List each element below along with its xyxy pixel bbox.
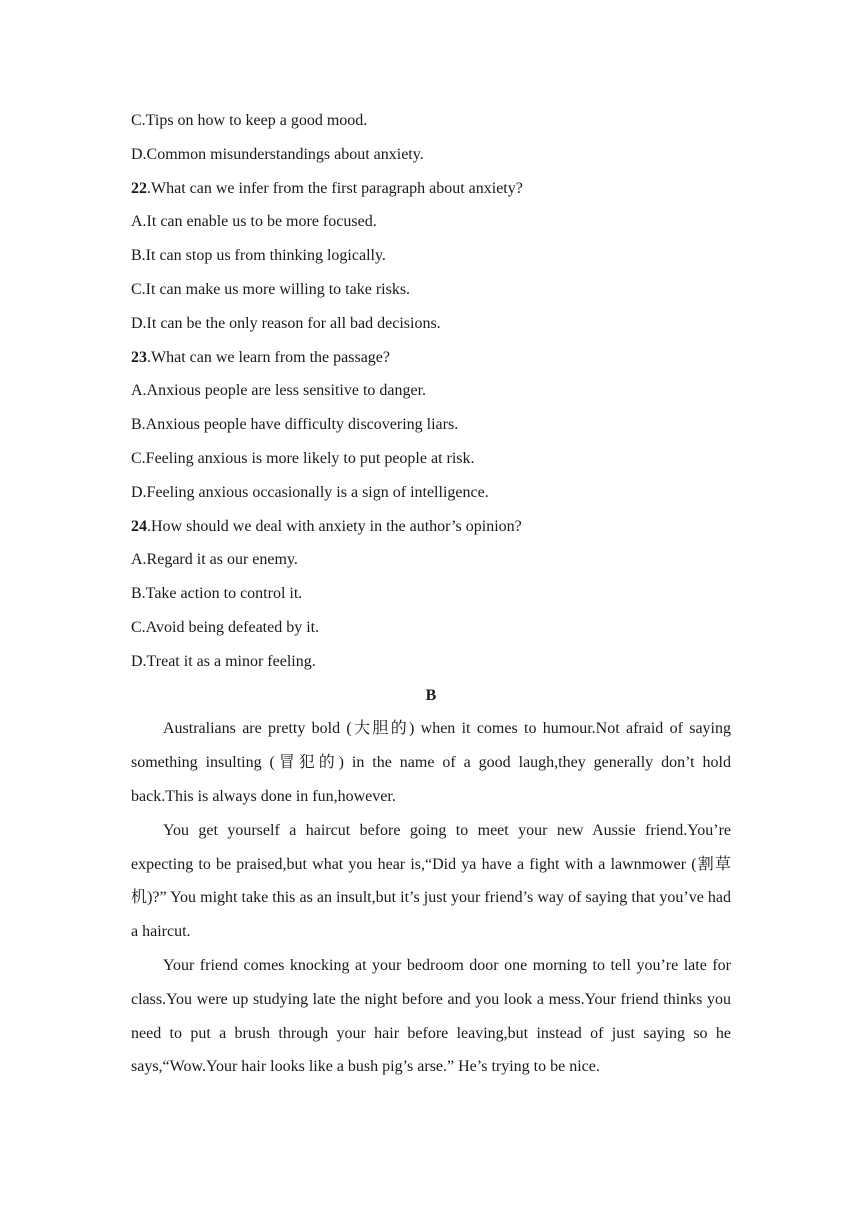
q22-number: 22 [131, 179, 147, 197]
q24-option-b: B.Take action to control it. [131, 585, 303, 603]
q23-option-c: C.Feeling anxious is more likely to put people at risk. [131, 449, 475, 467]
q24-option-a: A.Regard it as our enemy. [131, 551, 298, 569]
document-page [131, 104, 731, 1084]
section-b-heading: B [425, 686, 437, 704]
q24-option-c: C.Avoid being defeated by it. [131, 618, 320, 636]
section-b-paragraph-3: Your friend comes knocking at your bedroom door one morning to tell you’re late for class.You were up studying late the night before and you look a mess.Your friend thinks you need to put a brush through your hair before leaving,but instead of just saying so he says,“Wow.Your hair looks like a bush pig’s arse.” He’s trying to be nice. [131, 956, 731, 1076]
q23-option-d: D.Feeling anxious occasionally is a sign of intelligence. [131, 483, 489, 501]
q24-number: 24 [131, 517, 147, 535]
q22-option-a: A.It can enable us to be more focused. [131, 213, 377, 231]
section-b-paragraph-1: Australians are pretty bold (大胆的) when it comes to humour.Not afraid of saying something insulting (冒犯的) in the name of a good laugh,they generally don’t hold back.This is always done in fun,however. [131, 720, 731, 805]
q23-stem [131, 341, 731, 375]
q21-option-d: D.Common misunderstandings about anxiety. [131, 145, 424, 163]
q22-stem [131, 172, 731, 206]
q21-option-c: C.Tips on how to keep a good mood. [131, 112, 368, 129]
q24-stem [131, 510, 731, 544]
q24-option-d: D.Treat it as a minor feeling. [131, 652, 316, 670]
q22-option-b: B.It can stop us from thinking logically. [131, 247, 386, 265]
q24-stem-text: .How should we deal with anxiety in the author’s opinion? [147, 517, 522, 535]
q23-number: 23 [131, 348, 147, 366]
q22-option-c: C.It can make us more willing to take risks. [131, 280, 411, 298]
q23-option-b: B.Anxious people have difficulty discovering liars. [131, 416, 459, 434]
q22-option-d: D.It can be the only reason for all bad decisions. [131, 314, 441, 332]
q23-option-a: A.Anxious people are less sensitive to danger. [131, 382, 427, 400]
section-b-paragraph-2: You get yourself a haircut before going to meet your new Aussie friend.You’re expecting to be praised,but what you hear is,“Did ya have a fight with a lawnmower (割草机)?” You might take this as an insult,but it’s just your friend’s way of saying that you’ve had a haircut. [131, 821, 731, 941]
q22-stem-text: .What can we infer from the first paragraph about anxiety? [147, 179, 523, 197]
q23-stem-text: .What can we learn from the passage? [147, 348, 390, 366]
